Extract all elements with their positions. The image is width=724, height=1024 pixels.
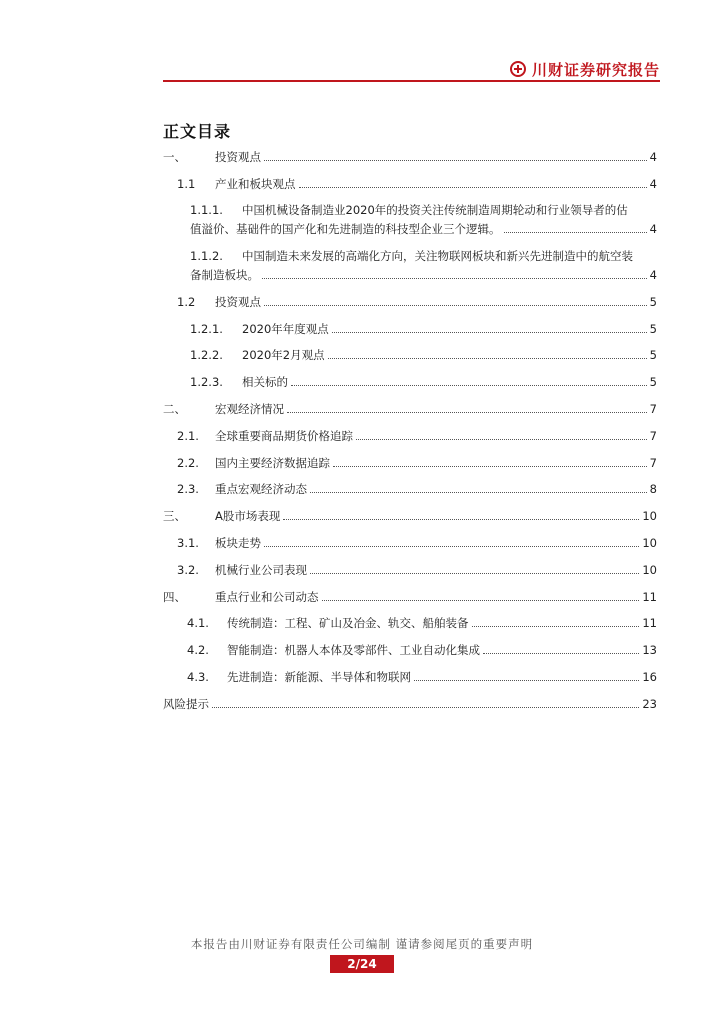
toc-text: 先进制造：新能源、半导体和物联网: [227, 670, 411, 684]
toc-leader: [322, 600, 640, 601]
toc-number: 3.1.: [177, 536, 199, 550]
toc-leader: [264, 546, 639, 547]
toc-text: 机械行业公司表现: [215, 563, 307, 577]
toc-page: 5: [649, 295, 657, 309]
toc-leader: [264, 160, 647, 161]
toc-number: 4.2.: [187, 643, 209, 657]
toc-entry-1-2-3[interactable]: [163, 371, 657, 393]
toc-number: 1.2.2.: [190, 348, 223, 362]
brand-logo: [510, 58, 660, 80]
toc-text: 投资观点: [215, 150, 261, 164]
header-divider: [163, 80, 660, 82]
toc-entry-3-1[interactable]: [163, 532, 657, 554]
toc-number: 1.1: [177, 177, 196, 191]
footer-disclaimer: 本报告由川财证券有限责任公司编制 谨请参阅尾页的重要声明: [190, 937, 534, 951]
toc-number: 2.3.: [177, 482, 199, 496]
toc-page: 4: [649, 222, 657, 236]
toc-page: 10: [642, 563, 657, 577]
toc-entry-1-2-2[interactable]: [163, 344, 657, 366]
toc-number: 一、: [163, 150, 186, 164]
toc-entry-1-1-2[interactable]: [190, 264, 657, 286]
toc-text: 宏观经济情况: [215, 402, 284, 416]
toc-page: 11: [642, 616, 657, 630]
toc-page: 7: [649, 456, 657, 470]
toc-entry-2-3[interactable]: [163, 478, 657, 500]
toc-number: 1.1.1.: [190, 203, 223, 217]
page-number-badge: 2/24: [330, 955, 394, 973]
toc-leader: [262, 278, 647, 279]
toc-text: 相关标的: [242, 375, 288, 389]
toc-leader: [328, 358, 647, 359]
toc-leader: [483, 653, 639, 654]
toc-text: A股市场表现: [215, 509, 281, 523]
toc-number: 1.2.1.: [190, 322, 223, 336]
toc-page: 5: [649, 322, 657, 336]
toc-number: 二、: [163, 402, 186, 416]
toc-leader: [310, 492, 647, 493]
toc-leader: [333, 466, 647, 467]
toc-number: 三、: [163, 509, 186, 523]
toc-entry-1-1[interactable]: [163, 173, 657, 195]
toc-entry-risk[interactable]: [163, 693, 657, 715]
toc-heading: 正文目录: [163, 122, 232, 141]
toc-page: 7: [649, 402, 657, 416]
toc-text: 2020年2月观点: [242, 348, 325, 362]
toc-text: 产业和板块观点: [215, 177, 296, 191]
toc-leader: [310, 573, 639, 574]
toc-leader: [356, 439, 647, 440]
toc-text: 值溢价、基础件的国产化和先进制造的科技型企业三个逻辑。: [190, 222, 501, 236]
toc-text: 国内主要经济数据追踪: [215, 456, 330, 470]
toc-entry-1-1-1[interactable]: [190, 218, 657, 240]
toc-leader: [212, 707, 639, 708]
toc-entry-2-2[interactable]: [163, 452, 657, 474]
toc-page: 5: [649, 348, 657, 362]
toc-text: 投资观点: [215, 295, 261, 309]
toc-page: 11: [642, 590, 657, 604]
toc-page: 7: [649, 429, 657, 443]
toc-leader: [299, 187, 647, 188]
toc-text: 智能制造：机器人本体及零部件、工业自动化集成: [227, 643, 480, 657]
toc-page: 16: [642, 670, 657, 684]
toc-leader: [283, 519, 639, 520]
toc-entry-4-2[interactable]: [163, 639, 657, 661]
brand-name: 川财证券研究报告: [531, 60, 660, 79]
toc-page: 8: [649, 482, 657, 496]
toc-number: 3.2.: [177, 563, 199, 577]
toc-page: 23: [642, 697, 657, 711]
toc-text: 重点宏观经济动态: [215, 482, 307, 496]
toc-leader: [291, 385, 647, 386]
toc-number: 四、: [163, 590, 186, 604]
toc-entry-4[interactable]: [163, 586, 657, 608]
toc-number: 1.2: [177, 295, 196, 309]
toc-number: 2.1.: [177, 429, 199, 443]
toc-text: 备制造板块。: [190, 268, 259, 282]
toc-page: 5: [649, 375, 657, 389]
toc-leader: [287, 412, 647, 413]
toc-number: 4.3.: [187, 670, 209, 684]
toc-entry-4-1[interactable]: [163, 612, 657, 634]
toc-leader: [504, 232, 647, 233]
toc-number: 2.2.: [177, 456, 199, 470]
brand-mark-icon: [510, 61, 526, 77]
toc-entry-1[interactable]: [163, 146, 657, 168]
toc-entry-2-1[interactable]: [163, 425, 657, 447]
toc-entry-1-2-1[interactable]: [163, 318, 657, 340]
toc-entry-1-2[interactable]: [163, 291, 657, 313]
toc-entry-4-3[interactable]: [163, 666, 657, 688]
toc-page: 4: [649, 150, 657, 164]
toc-text: 传统制造：工程、矿山及冶金、轨交、船舶装备: [227, 616, 469, 630]
toc-text: 板块走势: [215, 536, 261, 550]
toc-number: 1.2.3.: [190, 375, 223, 389]
toc-page: 10: [642, 536, 657, 550]
toc-leader: [264, 305, 647, 306]
toc-entry-3-2[interactable]: [163, 559, 657, 581]
toc-text-line1: 中国制造未来发展的高端化方向，关注物联网板块和新兴先进制造中的航空装: [242, 249, 633, 263]
toc-page: 10: [642, 509, 657, 523]
toc-text: 2020年年度观点: [242, 322, 329, 336]
toc-page: 4: [649, 268, 657, 282]
page-header: [163, 58, 660, 82]
toc-entry-3[interactable]: [163, 505, 657, 527]
toc-page: 4: [649, 177, 657, 191]
toc-text: 重点行业和公司动态: [215, 590, 319, 604]
toc-text: 全球重要商品期货价格追踪: [215, 429, 353, 443]
toc-number: 1.1.2.: [190, 249, 223, 263]
toc-text: 风险提示: [163, 697, 209, 711]
toc-text-line1: 中国机械设备制造业2020年的投资关注传统制造周期轮动和行业领导者的估: [242, 203, 628, 217]
toc-entry-2[interactable]: [163, 398, 657, 420]
toc-number: 4.1.: [187, 616, 209, 630]
toc-page: 13: [642, 643, 657, 657]
toc-leader: [414, 680, 639, 681]
toc-leader: [472, 626, 640, 627]
toc-leader: [332, 332, 647, 333]
